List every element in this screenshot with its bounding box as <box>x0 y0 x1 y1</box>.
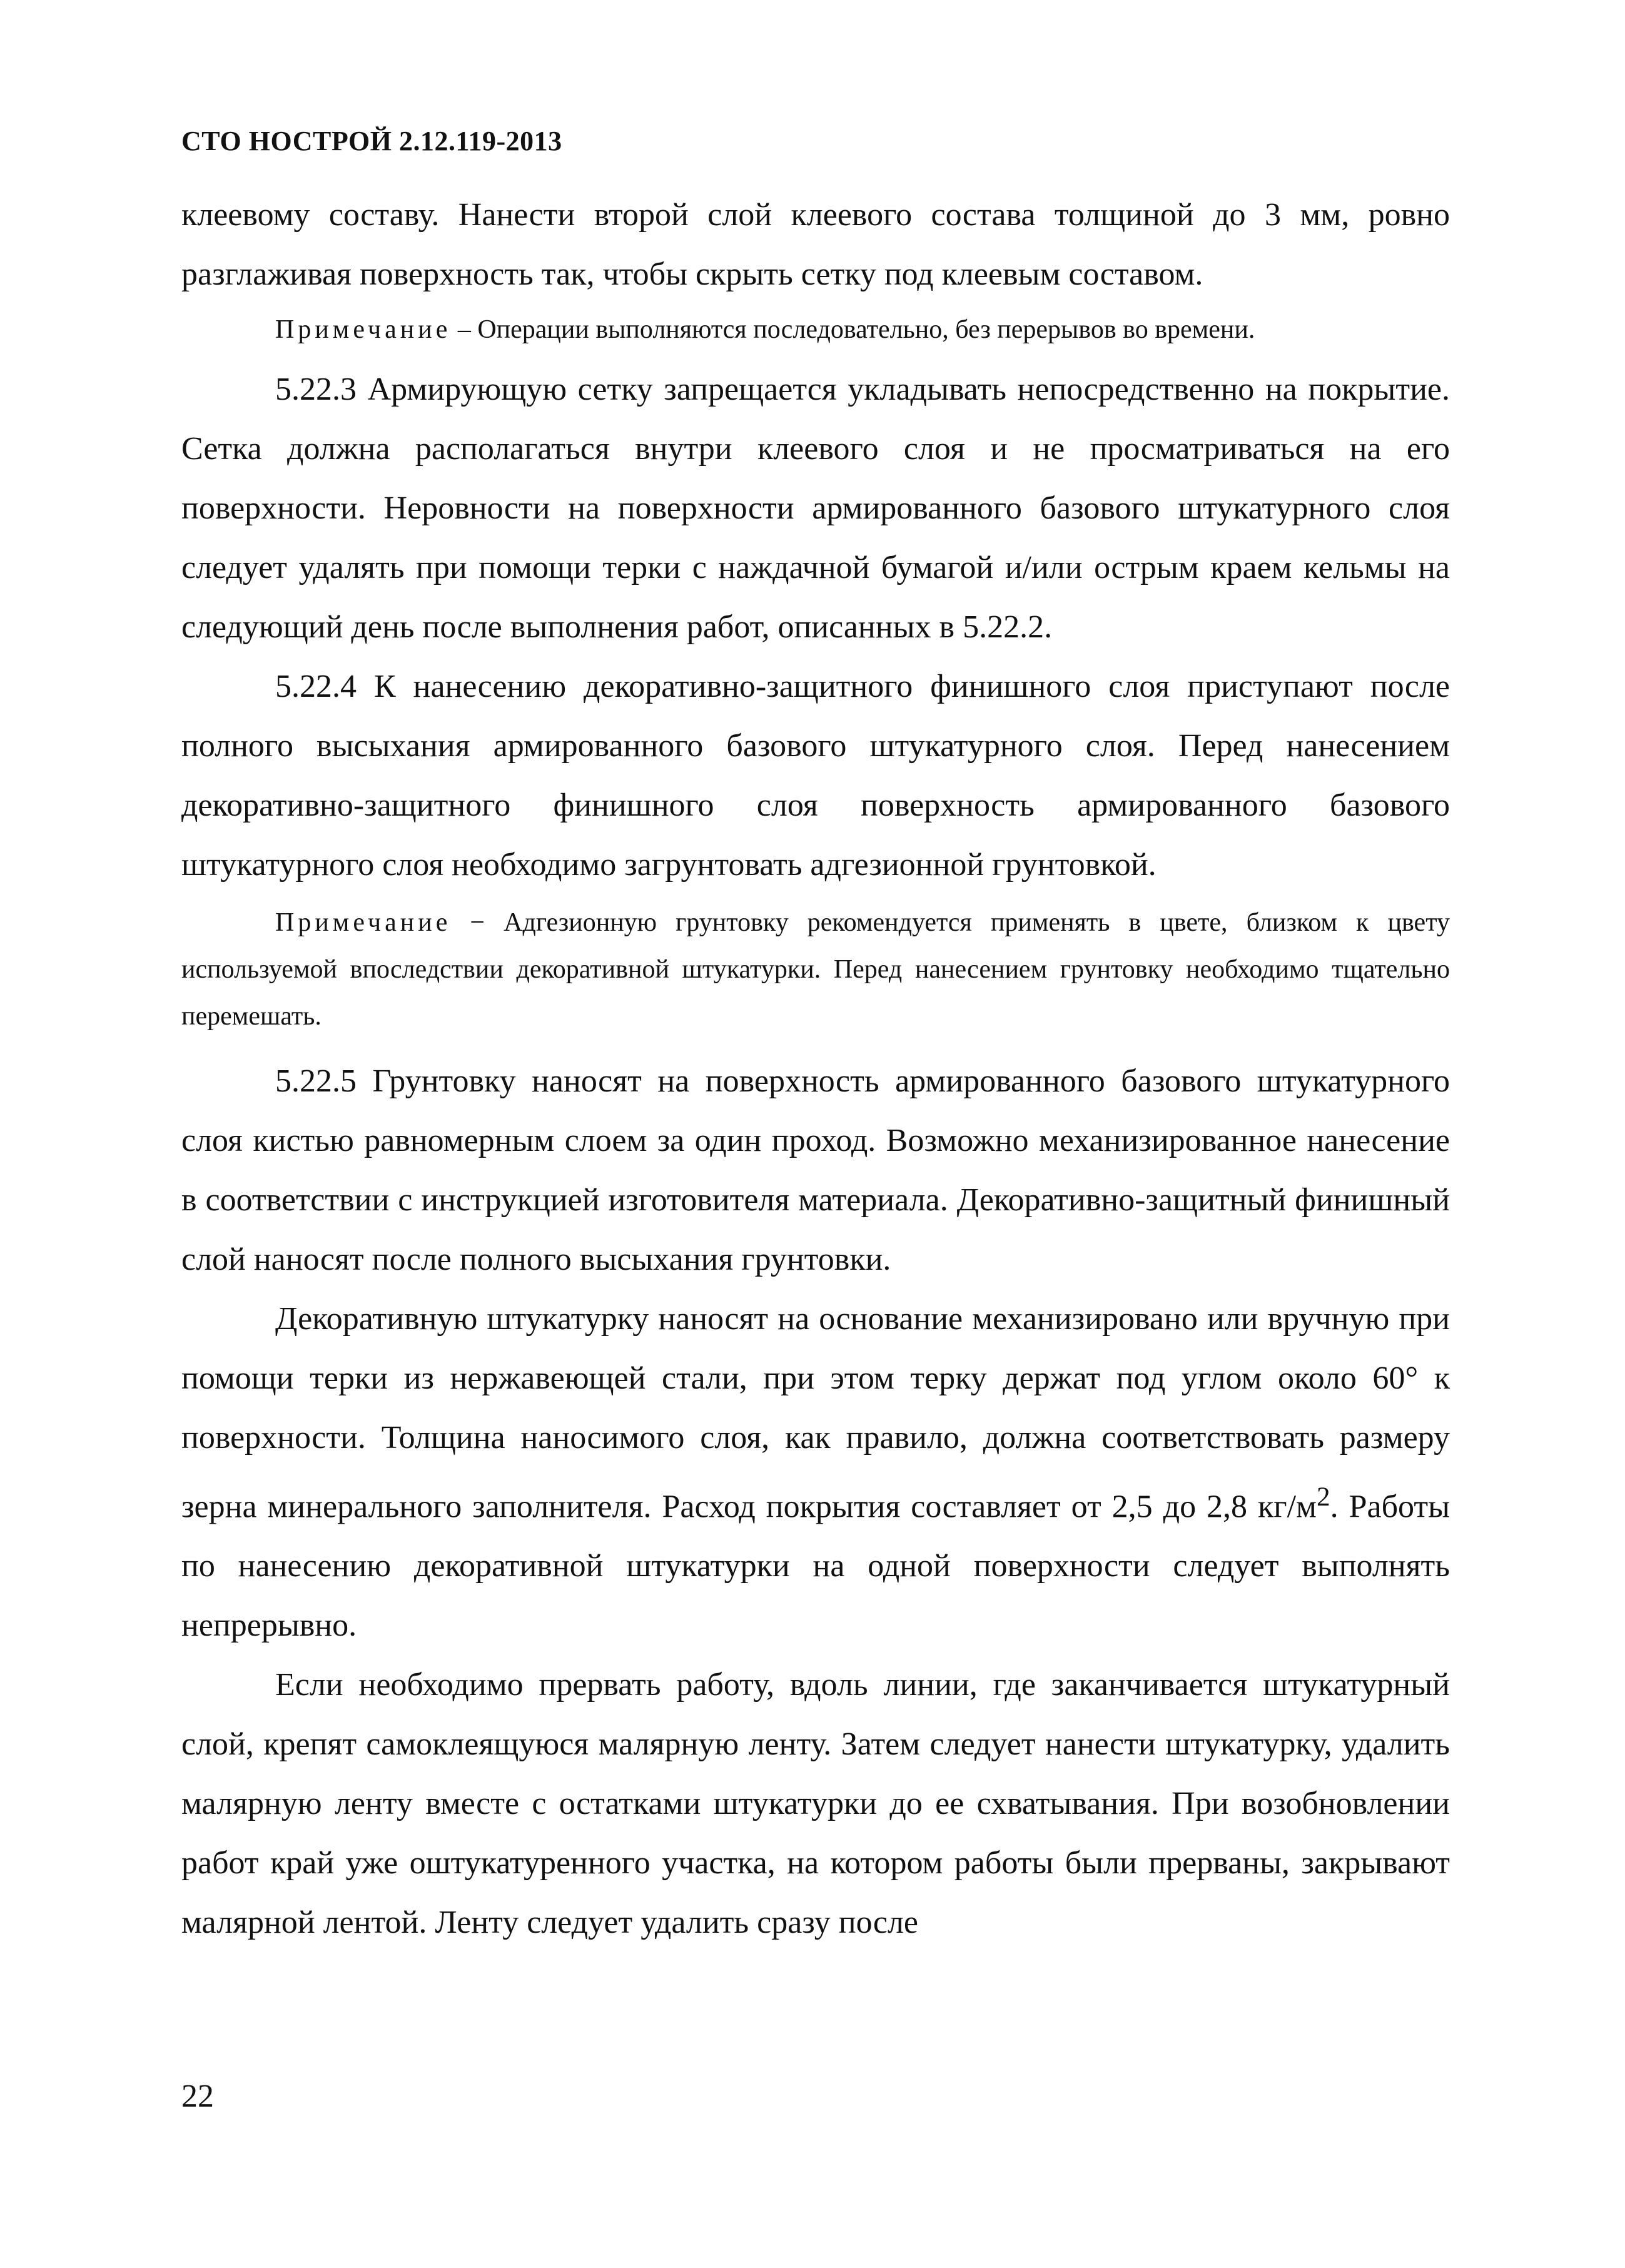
note-2 <box>181 899 1450 1040</box>
paragraph-continuation: клеевому составу. Нанести второй слой клеевого состава толщиной до 3 мм, ровно разглаживая поверхность так, чтобы скрыть сетку под клеевым составом. <box>181 197 1450 292</box>
paragraph-5-22-4: 5.22.4 К нанесению декоративно-защитного финишного слоя приступают после полного высыхания армированного базового штукатурного слоя. Перед нанесением декоративно-защитного финишного слоя поверхность армированного базового штукатурного слоя необходимо загрунтовать адгезионной грунтовкой. <box>181 669 1450 883</box>
document-header: СТО НОСТРОЙ 2.12.119-2013 <box>181 126 562 156</box>
paragraph-5-22-3: 5.22.3 Армирующую сетку запрещается укладывать непосредственно на покрытие. Сетка должна располагаться внутри клеевого слоя и не просматриваться на его поверхности. Неровности на поверхности армированного базового штукатурного слоя следует удалять при помощи терки с наждачной бумагой и/или острым краем кельмы на следующий день после выполнения работ, описанных в 5.22.2. <box>181 372 1450 645</box>
note-text: – Операции выполняются последовательно, без перерывов во времени. <box>451 315 1255 344</box>
paragraph-text: Декоративную штукатурку наносят на основание механизировано или вручную при помощи терки из нержавеющей стали, при этом терку держат под углом около 60° к поверхности. Толщина наносимого слоя, как правило, должна соответствовать размеру зерна минерального заполнителя. Расход покрытия составляет от 2,5 до 2,8 кг/м <box>181 1301 1450 1525</box>
paragraph-text: . Работы по нанесению декоративной штукатурки на одной поверхности следует выполнять непрерывно. <box>181 1489 1450 1644</box>
page-number: 22 <box>181 2078 214 2114</box>
body-text <box>181 185 1450 1952</box>
note-label: Примечание <box>275 315 452 344</box>
paragraph-interrupt-work: Если необходимо прервать работу, вдоль линии, где заканчивается штукатурный слой, крепят самоклеящуюся малярную ленту. Затем следует нанести штукатурку, удалить малярную ленту вместе с остатками штукатурки до ее схватывания. При возобновлении работ край уже оштукатуренного участка, на котором работы были прерваны, закрывают малярной лентой. Ленту следует удалить сразу после <box>181 1667 1450 1941</box>
note-1 <box>181 306 1450 353</box>
paragraph-decorative-plaster <box>181 1289 1450 1655</box>
note-text: − Адгезионную грунтовку рекомендуется применять в цвете, близком к цвету используемой впоследствии декоративной штукатурки. Перед нанесением грунтовку необходимо тщательно перемешать. <box>181 908 1450 1031</box>
note-label: Примечание <box>275 908 452 937</box>
paragraph-5-22-5: 5.22.5 Грунтовку наносят на поверхность армированного базового штукатурного слоя кистью равномерным слоем за один проход. Возможно механизированное нанесение в соответствии с инструкцией изготовителя материала. Декоративно-защитный финишный слой наносят после полного высыхания грунтовки. <box>181 1063 1450 1277</box>
superscript: 2 <box>1316 1482 1330 1512</box>
